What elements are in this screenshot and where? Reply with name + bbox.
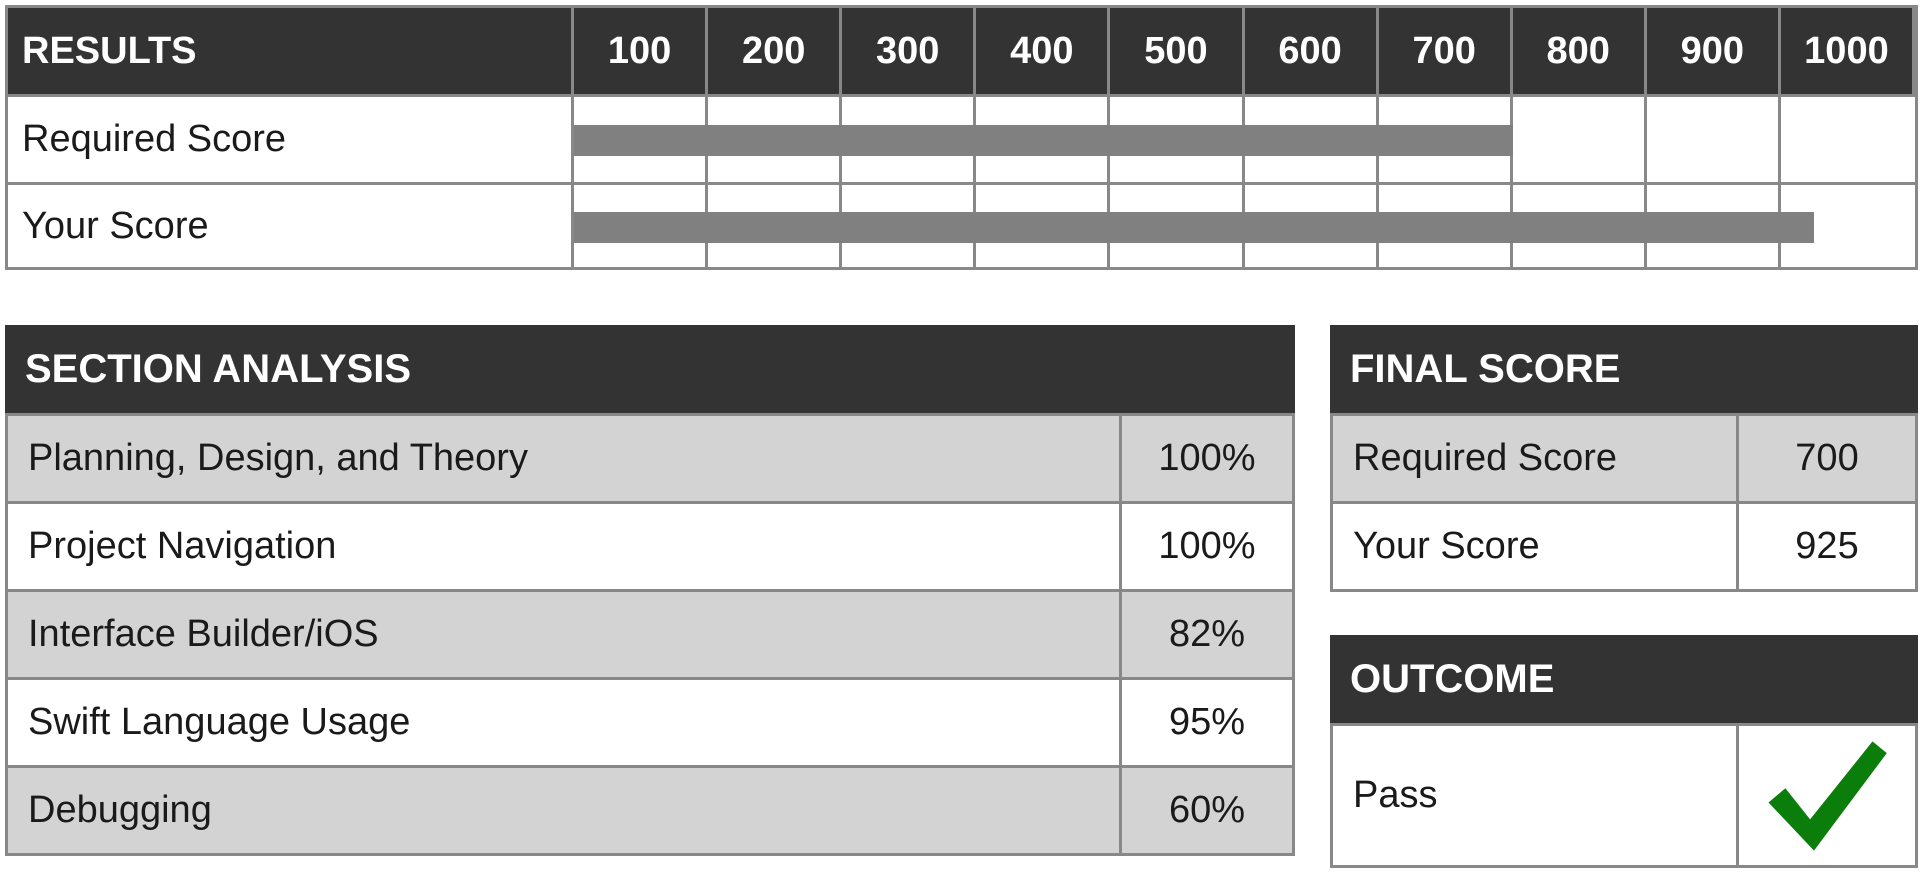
table-row	[1333, 501, 1915, 589]
grid-cell	[1245, 182, 1379, 267]
grid-cell	[1647, 94, 1781, 182]
grid-cell	[1513, 182, 1647, 267]
table-row	[8, 501, 1292, 589]
results-title: RESULTS	[8, 8, 574, 94]
grid-cell	[842, 94, 976, 182]
final-score-panel	[1330, 325, 1918, 592]
outcome-icon-cell	[1736, 726, 1915, 865]
grid-cell	[1513, 94, 1647, 182]
tick-label: 200	[708, 8, 842, 94]
final-score-table	[1330, 413, 1918, 592]
grid-cell	[1781, 182, 1915, 267]
grid-cell	[1781, 94, 1915, 182]
final-score-value: 700	[1736, 416, 1915, 501]
section-percent: 60%	[1119, 768, 1292, 853]
grid-cell	[976, 94, 1110, 182]
tick-label: 300	[842, 8, 976, 94]
table-row	[8, 765, 1292, 853]
section-name: Debugging	[28, 789, 212, 831]
required-score-label: Required Score	[8, 94, 574, 182]
tick-label: 900	[1647, 8, 1781, 94]
final-score-title: FINAL SCORE	[1330, 325, 1918, 413]
final-score-name: Required Score	[1353, 437, 1618, 479]
final-score-name: Your Score	[1353, 525, 1540, 567]
grid-cell	[842, 182, 976, 267]
section-analysis-panel	[5, 325, 1295, 856]
results-chart	[5, 5, 1918, 270]
tick-label: 100	[574, 8, 708, 94]
tick-label: 600	[1245, 8, 1379, 94]
final-score-value: 925	[1736, 504, 1915, 589]
outcome-panel	[1330, 635, 1918, 868]
section-percent: 100%	[1119, 504, 1292, 589]
grid-cell	[1379, 182, 1513, 267]
tick-label: 500	[1110, 8, 1244, 94]
grid-cell	[1110, 182, 1244, 267]
grid-cell	[708, 182, 842, 267]
section-percent: 95%	[1119, 680, 1292, 765]
table-row	[8, 413, 1292, 501]
outcome-result: Pass	[1353, 774, 1438, 816]
table-row	[8, 677, 1292, 765]
grid-cell	[1647, 182, 1781, 267]
section-analysis-title: SECTION ANALYSIS	[5, 325, 1295, 413]
grid-cell	[574, 94, 708, 182]
outcome-table	[1330, 723, 1918, 868]
section-percent: 100%	[1119, 416, 1292, 501]
section-name: Interface Builder/iOS	[28, 613, 379, 655]
tick-label: 1000	[1781, 8, 1915, 94]
grid-cell	[708, 94, 842, 182]
table-row	[8, 589, 1292, 677]
section-name: Swift Language Usage	[28, 701, 411, 743]
table-row	[1333, 723, 1915, 865]
grid-cell	[574, 182, 708, 267]
section-percent: 82%	[1119, 592, 1292, 677]
grid-cell	[1245, 94, 1379, 182]
checkmark-icon	[1762, 731, 1892, 861]
section-name: Project Navigation	[28, 525, 337, 567]
outcome-title: OUTCOME	[1330, 635, 1918, 723]
grid-cell	[1110, 94, 1244, 182]
your-score-label: Your Score	[8, 182, 574, 267]
grid-cell	[976, 182, 1110, 267]
tick-label: 700	[1379, 8, 1513, 94]
tick-label: 800	[1513, 8, 1647, 94]
section-name: Planning, Design, and Theory	[28, 437, 528, 479]
tick-label: 400	[976, 8, 1110, 94]
section-analysis-table	[5, 413, 1295, 856]
grid-cell	[1379, 94, 1513, 182]
table-row	[1333, 413, 1915, 501]
